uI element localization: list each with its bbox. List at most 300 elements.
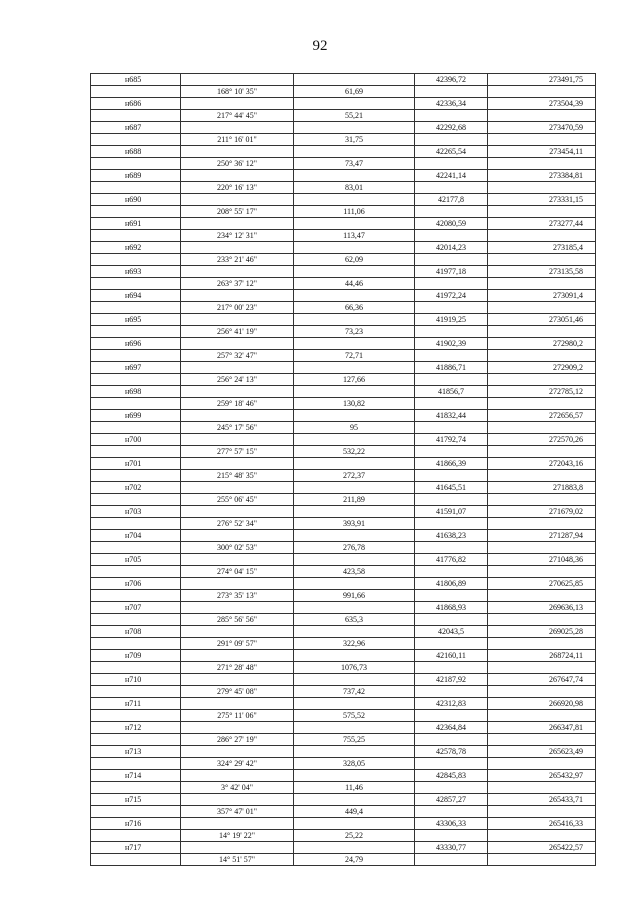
coordinate-y-cell: 272656,57 [488,410,596,422]
coordinate-x-cell [415,374,488,386]
distance-cell: 73,47 [294,158,415,170]
coordinate-y-cell: 272785,12 [488,386,596,398]
point-name-cell [91,470,181,482]
coordinate-y-cell: 270625,85 [488,578,596,590]
coordinate-x-cell [415,734,488,746]
distance-cell: 211,89 [294,494,415,506]
coordinate-y-cell: 273331,15 [488,194,596,206]
direction-angle-cell [181,170,294,182]
direction-angle-cell [181,578,294,590]
coordinate-y-cell: 273051,46 [488,314,596,326]
segment-row [91,566,596,578]
direction-angle-cell [181,674,294,686]
direction-angle-cell [181,530,294,542]
coordinate-y-cell: 266920,98 [488,698,596,710]
direction-angle-cell [181,818,294,830]
coordinates-table-body [91,74,596,866]
point-name-cell [91,86,181,98]
point-row [91,146,596,158]
direction-angle-cell [181,722,294,734]
point-name-cell: н714 [91,770,181,782]
point-name-cell: н708 [91,626,181,638]
coordinate-y-cell: 265416,33 [488,818,596,830]
segment-row [91,470,596,482]
segment-row [91,806,596,818]
direction-angle-cell [181,458,294,470]
coordinate-x-cell [415,182,488,194]
direction-angle-cell [181,626,294,638]
point-name-cell [91,734,181,746]
direction-angle-cell [181,650,294,662]
direction-angle-cell: 14° 51' 57" [181,854,294,866]
point-name-cell: н701 [91,458,181,470]
coordinate-x-cell: 41638,23 [415,530,488,542]
coordinate-x-cell [415,158,488,170]
point-name-cell: н694 [91,290,181,302]
coordinate-x-cell [415,398,488,410]
point-name-cell: н696 [91,338,181,350]
direction-angle-cell: 271° 28' 48" [181,662,294,674]
distance-cell [294,818,415,830]
coordinate-x-cell: 42187,92 [415,674,488,686]
point-name-cell [91,350,181,362]
coordinate-x-cell [415,518,488,530]
coordinate-x-cell [415,614,488,626]
segment-row [91,110,596,122]
direction-angle-cell: 211° 16' 01" [181,134,294,146]
distance-cell [294,74,415,86]
point-name-cell [91,446,181,458]
point-name-cell: н690 [91,194,181,206]
point-name-cell [91,278,181,290]
point-name-cell [91,518,181,530]
point-row [91,722,596,734]
segment-row [91,302,596,314]
direction-angle-cell: 168° 10' 35" [181,86,294,98]
coordinate-x-cell: 41806,89 [415,578,488,590]
distance-cell [294,482,415,494]
point-name-cell: н695 [91,314,181,326]
direction-angle-cell: 208° 55' 17" [181,206,294,218]
direction-angle-cell: 245° 17' 56" [181,422,294,434]
coordinate-y-cell [488,734,596,746]
distance-cell: 272,37 [294,470,415,482]
point-name-cell [91,686,181,698]
distance-cell: 111,06 [294,206,415,218]
point-name-cell: н692 [91,242,181,254]
coordinate-x-cell: 42845,83 [415,770,488,782]
distance-cell: 62,09 [294,254,415,266]
distance-cell: 322,96 [294,638,415,650]
segment-row [91,374,596,386]
point-row [91,746,596,758]
distance-cell: 130,82 [294,398,415,410]
coordinate-y-cell [488,230,596,242]
direction-angle-cell: 256° 41' 19" [181,326,294,338]
coordinate-x-cell [415,758,488,770]
point-row [91,578,596,590]
direction-angle-cell [181,74,294,86]
coordinate-y-cell [488,806,596,818]
distance-cell: 113,47 [294,230,415,242]
distance-cell: 72,71 [294,350,415,362]
distance-cell [294,578,415,590]
distance-cell: 95 [294,422,415,434]
coordinate-y-cell [488,662,596,674]
point-name-cell: н712 [91,722,181,734]
point-row [91,362,596,374]
coordinate-x-cell: 42396,72 [415,74,488,86]
point-name-cell: н715 [91,794,181,806]
point-name-cell: н691 [91,218,181,230]
point-name-cell: н688 [91,146,181,158]
direction-angle-cell: 324° 29' 42" [181,758,294,770]
segment-row [91,782,596,794]
point-name-cell: н689 [91,170,181,182]
coordinate-x-cell: 41591,07 [415,506,488,518]
coordinate-x-cell: 42312,83 [415,698,488,710]
segment-row [91,446,596,458]
segment-row [91,830,596,842]
direction-angle-cell: 286° 27' 19" [181,734,294,746]
coordinate-y-cell: 273091,4 [488,290,596,302]
coordinate-y-cell: 267647,74 [488,674,596,686]
direction-angle-cell [181,338,294,350]
coordinate-x-cell: 42265,54 [415,146,488,158]
distance-cell: 276,78 [294,542,415,554]
coordinate-x-cell [415,254,488,266]
coordinate-x-cell [415,110,488,122]
point-name-cell [91,230,181,242]
point-row [91,314,596,326]
point-row [91,770,596,782]
coordinate-x-cell: 42177,8 [415,194,488,206]
coordinate-y-cell [488,254,596,266]
direction-angle-cell: 291° 09' 57" [181,638,294,650]
distance-cell [294,386,415,398]
segment-row [91,590,596,602]
coordinate-y-cell [488,134,596,146]
distance-cell [294,794,415,806]
distance-cell [294,602,415,614]
coordinate-x-cell [415,590,488,602]
coordinate-x-cell [415,278,488,290]
point-name-cell [91,638,181,650]
coordinate-y-cell: 265623,49 [488,746,596,758]
coordinate-x-cell [415,86,488,98]
coordinate-y-cell: 271048,36 [488,554,596,566]
coordinate-x-cell: 41977,18 [415,266,488,278]
coordinate-y-cell: 265422,57 [488,842,596,854]
coordinate-x-cell: 42043,5 [415,626,488,638]
distance-cell: 328,05 [294,758,415,770]
point-name-cell: н697 [91,362,181,374]
distance-cell [294,626,415,638]
segment-row [91,518,596,530]
direction-angle-cell: 300° 02' 53" [181,542,294,554]
point-row [91,74,596,86]
point-row [91,458,596,470]
distance-cell: 1076,73 [294,662,415,674]
coordinate-x-cell: 41868,93 [415,602,488,614]
coordinates-table [90,73,596,866]
coordinate-y-cell [488,590,596,602]
distance-cell: 532,22 [294,446,415,458]
point-name-cell [91,782,181,794]
direction-angle-cell [181,842,294,854]
distance-cell: 25,22 [294,830,415,842]
segment-row [91,854,596,866]
distance-cell: 127,66 [294,374,415,386]
direction-angle-cell: 275° 11' 06" [181,710,294,722]
coordinate-y-cell [488,710,596,722]
point-name-cell [91,590,181,602]
distance-cell [294,338,415,350]
segment-row [91,710,596,722]
coordinate-x-cell [415,206,488,218]
coordinate-y-cell: 272570,26 [488,434,596,446]
segment-row [91,686,596,698]
point-name-cell: н711 [91,698,181,710]
distance-cell [294,506,415,518]
point-row [91,602,596,614]
coordinate-y-cell: 273277,44 [488,218,596,230]
coordinate-y-cell: 273504,39 [488,98,596,110]
coordinate-y-cell [488,686,596,698]
distance-cell [294,410,415,422]
distance-cell: 24,79 [294,854,415,866]
point-row [91,290,596,302]
coordinate-x-cell [415,134,488,146]
coordinate-x-cell [415,830,488,842]
point-name-cell [91,110,181,122]
direction-angle-cell [181,794,294,806]
distance-cell: 393,91 [294,518,415,530]
point-row [91,194,596,206]
point-name-cell: н687 [91,122,181,134]
distance-cell [294,434,415,446]
point-row [91,530,596,542]
point-name-cell: н717 [91,842,181,854]
direction-angle-cell [181,98,294,110]
point-name-cell [91,662,181,674]
direction-angle-cell: 279° 45' 08" [181,686,294,698]
coordinate-x-cell [415,806,488,818]
point-name-cell [91,566,181,578]
point-name-cell: н705 [91,554,181,566]
segment-row [91,758,596,770]
segment-row [91,158,596,170]
coordinate-x-cell [415,230,488,242]
distance-cell [294,266,415,278]
direction-angle-cell: 217° 44' 45" [181,110,294,122]
coordinate-x-cell: 42080,59 [415,218,488,230]
segment-row [91,638,596,650]
coordinate-y-cell [488,494,596,506]
point-row [91,266,596,278]
distance-cell: 73,23 [294,326,415,338]
distance-cell: 31,75 [294,134,415,146]
coordinate-x-cell [415,662,488,674]
coordinate-x-cell [415,854,488,866]
coordinate-x-cell: 41919,25 [415,314,488,326]
point-name-cell [91,806,181,818]
coordinate-y-cell: 272909,2 [488,362,596,374]
coordinate-y-cell [488,302,596,314]
point-row [91,386,596,398]
point-row [91,698,596,710]
direction-angle-cell: 215° 48' 35" [181,470,294,482]
distance-cell: 737,42 [294,686,415,698]
coordinate-y-cell: 271883,8 [488,482,596,494]
point-name-cell: н700 [91,434,181,446]
point-name-cell [91,302,181,314]
coordinate-y-cell [488,638,596,650]
point-name-cell [91,542,181,554]
coordinate-y-cell: 271679,02 [488,506,596,518]
coordinate-y-cell: 273470,59 [488,122,596,134]
direction-angle-cell: 233° 21' 46" [181,254,294,266]
point-name-cell [91,134,181,146]
coordinate-y-cell: 272043,16 [488,458,596,470]
point-name-cell: н699 [91,410,181,422]
coordinate-x-cell: 41856,7 [415,386,488,398]
direction-angle-cell: 14° 19' 22" [181,830,294,842]
point-name-cell: н713 [91,746,181,758]
point-name-cell [91,158,181,170]
coordinate-x-cell [415,710,488,722]
point-name-cell: н704 [91,530,181,542]
coordinate-x-cell [415,422,488,434]
coordinate-x-cell: 42364,84 [415,722,488,734]
point-row [91,242,596,254]
direction-angle-cell [181,266,294,278]
distance-cell [294,218,415,230]
distance-cell: 55,21 [294,110,415,122]
point-row [91,218,596,230]
coordinate-x-cell [415,542,488,554]
segment-row [91,350,596,362]
direction-angle-cell: 255° 06' 45" [181,494,294,506]
direction-angle-cell: 263° 37' 12" [181,278,294,290]
coordinate-y-cell [488,182,596,194]
direction-angle-cell: 276° 52' 34" [181,518,294,530]
point-name-cell: н693 [91,266,181,278]
segment-row [91,254,596,266]
coordinate-x-cell: 41792,74 [415,434,488,446]
direction-angle-cell [181,410,294,422]
point-row [91,98,596,110]
coordinate-x-cell [415,302,488,314]
direction-angle-cell [181,746,294,758]
coordinate-y-cell [488,278,596,290]
coordinate-x-cell: 41776,82 [415,554,488,566]
distance-cell [294,842,415,854]
coordinate-y-cell: 266347,81 [488,722,596,734]
direction-angle-cell: 220° 16' 13" [181,182,294,194]
distance-cell: 449,4 [294,806,415,818]
point-name-cell [91,422,181,434]
direction-angle-cell [181,554,294,566]
point-row [91,818,596,830]
direction-angle-cell [181,482,294,494]
direction-angle-cell: 259° 18' 46" [181,398,294,410]
direction-angle-cell [181,290,294,302]
point-row [91,842,596,854]
coordinate-x-cell: 42160,11 [415,650,488,662]
point-row [91,674,596,686]
point-name-cell: н703 [91,506,181,518]
point-name-cell [91,398,181,410]
direction-angle-cell: 256° 24' 13" [181,374,294,386]
distance-cell [294,722,415,734]
point-row [91,626,596,638]
coordinate-y-cell [488,782,596,794]
direction-angle-cell [181,434,294,446]
direction-angle-cell [181,122,294,134]
coordinate-y-cell [488,350,596,362]
segment-row [91,398,596,410]
point-name-cell [91,182,181,194]
coordinate-y-cell: 273185,4 [488,242,596,254]
point-row [91,338,596,350]
coordinate-x-cell [415,446,488,458]
distance-cell: 66,36 [294,302,415,314]
segment-row [91,422,596,434]
coordinate-y-cell [488,470,596,482]
point-name-cell: н707 [91,602,181,614]
coordinate-y-cell [488,758,596,770]
distance-cell: 44,46 [294,278,415,290]
coordinate-y-cell [488,446,596,458]
direction-angle-cell: 217° 00' 23" [181,302,294,314]
coordinate-y-cell: 265432,97 [488,770,596,782]
coordinate-x-cell [415,638,488,650]
distance-cell [294,458,415,470]
coordinate-y-cell [488,422,596,434]
direction-angle-cell [181,698,294,710]
direction-angle-cell [181,314,294,326]
distance-cell [294,314,415,326]
distance-cell [294,698,415,710]
segment-row [91,542,596,554]
segment-row [91,86,596,98]
direction-angle-cell [181,194,294,206]
coordinate-x-cell [415,782,488,794]
point-row [91,554,596,566]
point-name-cell: н706 [91,578,181,590]
direction-angle-cell: 273° 35' 13" [181,590,294,602]
distance-cell [294,674,415,686]
coordinate-y-cell [488,374,596,386]
point-name-cell [91,758,181,770]
distance-cell [294,362,415,374]
coordinate-y-cell [488,326,596,338]
distance-cell [294,746,415,758]
point-name-cell [91,614,181,626]
coordinate-x-cell: 42578,78 [415,746,488,758]
coordinate-y-cell: 269636,13 [488,602,596,614]
direction-angle-cell [181,506,294,518]
point-name-cell [91,710,181,722]
coordinate-y-cell [488,542,596,554]
coordinate-x-cell: 42014,23 [415,242,488,254]
coordinate-y-cell [488,398,596,410]
coordinate-y-cell [488,614,596,626]
coordinate-x-cell [415,470,488,482]
direction-angle-cell: 234° 12' 31" [181,230,294,242]
point-row [91,122,596,134]
